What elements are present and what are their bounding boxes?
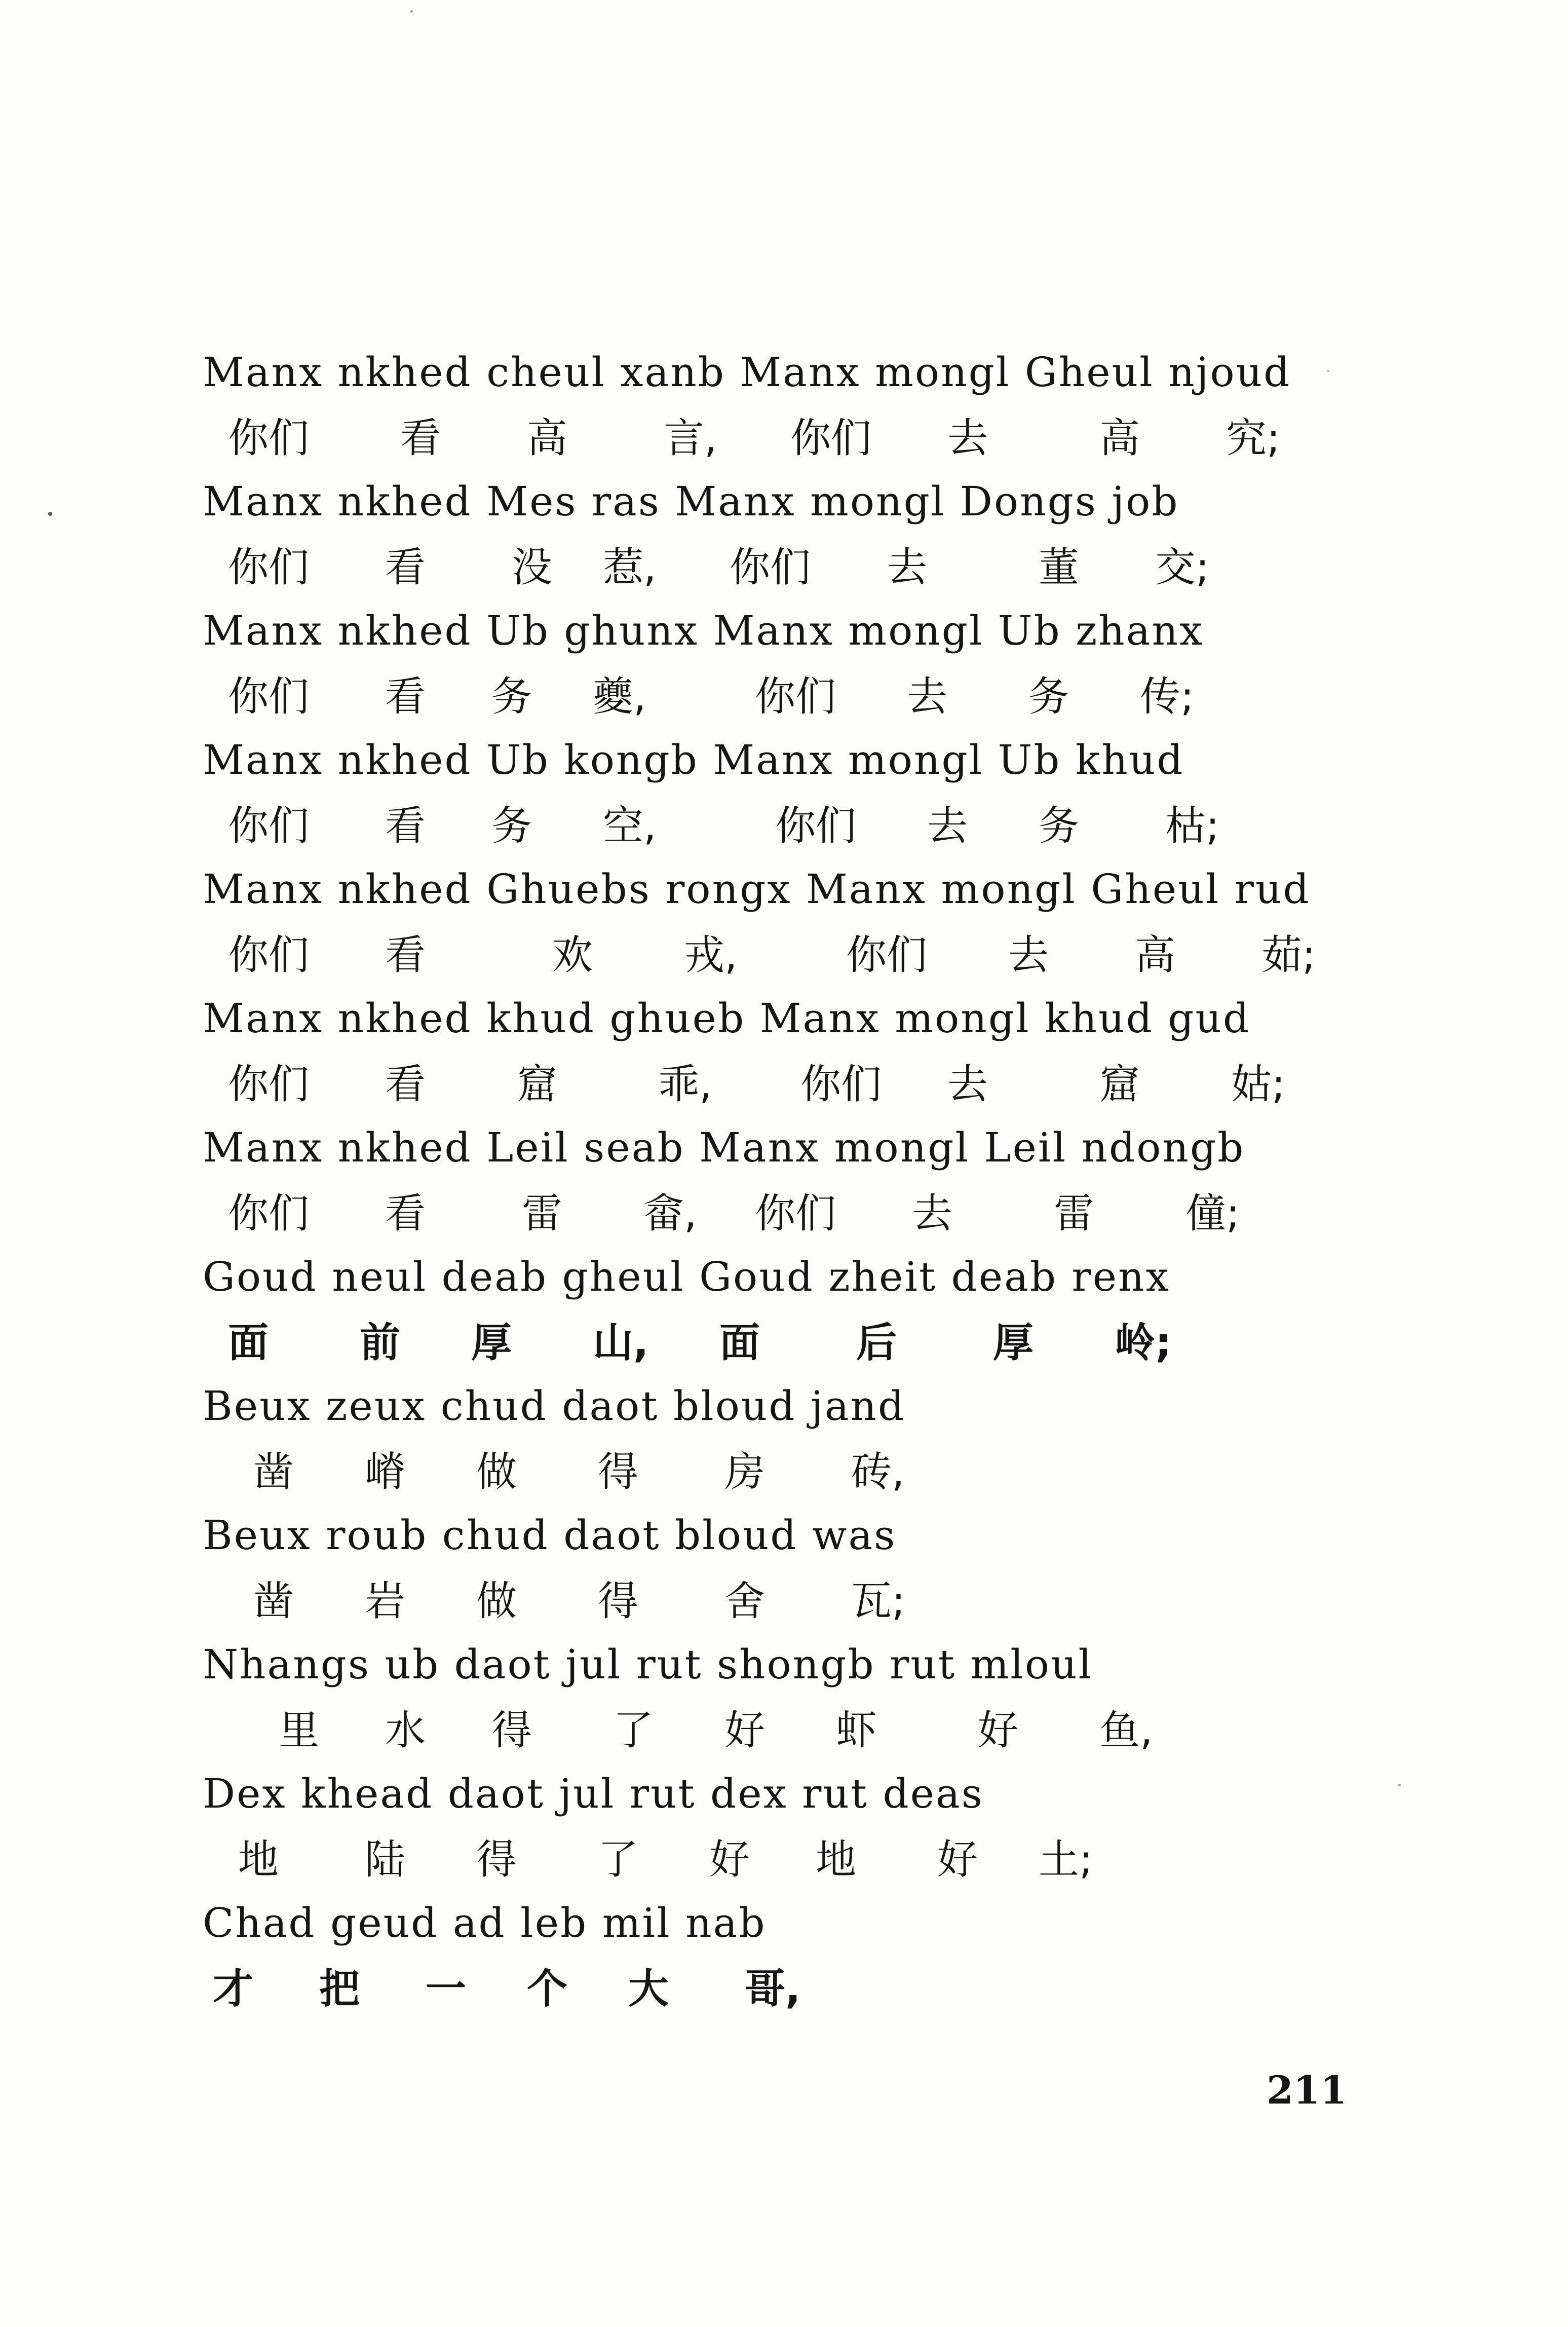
han-word: 你们: [790, 415, 871, 462]
han-word: 了: [613, 1707, 654, 1754]
han-word: 欢: [552, 931, 593, 979]
han-word: 水: [385, 1707, 426, 1754]
han-word: 你们: [755, 673, 836, 720]
han-line-8: [228, 1315, 1343, 1371]
han-word: 窟: [1099, 1061, 1140, 1108]
latin-line-9: Beux zeux chud daot bloud jand: [203, 1382, 906, 1430]
han-word: 看: [385, 1061, 426, 1108]
han-line-3: [228, 669, 1343, 725]
scan-speck: [1327, 370, 1329, 372]
han-word: 看: [400, 415, 441, 462]
han-word: 务: [491, 802, 532, 849]
han-word: 去: [887, 544, 927, 591]
han-word: 鱼,: [1099, 1707, 1153, 1754]
han-word: 戎,: [684, 931, 738, 979]
han-word: 你们: [755, 1190, 836, 1237]
han-word: 务: [491, 673, 532, 720]
han-word: 你们: [228, 673, 309, 720]
han-word: 你们: [228, 802, 309, 849]
han-word: 董: [1039, 544, 1079, 591]
han-line-4: [228, 798, 1343, 854]
han-word: 地: [238, 1836, 279, 1883]
han-line-12: [238, 1832, 1353, 1888]
latin-line-4: Manx nkhed Ub kongb Manx mongl Ub khud: [203, 736, 1184, 783]
latin-line-7: Manx nkhed Leil seab Manx mongl Leil ndongb: [203, 1124, 1245, 1171]
han-word: 枯;: [1165, 802, 1219, 849]
han-word: 砖,: [851, 1448, 905, 1495]
latin-line-2: Manx nkhed Mes ras Manx mongl Dongs job: [203, 478, 1179, 525]
han-word: 好: [978, 1707, 1018, 1754]
han-word: 好: [937, 1836, 978, 1883]
han-word: 你们: [775, 802, 856, 849]
han-word: 传;: [1140, 673, 1194, 720]
han-word: 僮;: [1185, 1190, 1240, 1237]
han-word: 惹,: [603, 544, 657, 591]
han-word: 雷: [522, 1190, 562, 1237]
latin-line-6: Manx nkhed khud ghueb Manx mongl khud gud: [203, 995, 1251, 1042]
han-word: 夔,: [593, 673, 646, 720]
han-word: 凿: [253, 1578, 294, 1625]
latin-line-3: Manx nkhed Ub ghunx Manx mongl Ub zhanx: [203, 607, 1204, 654]
han-line-10: [253, 1573, 1368, 1629]
han-word: 看: [385, 802, 426, 849]
han-word: 高: [1099, 415, 1140, 462]
han-line-13: [213, 1961, 1327, 2017]
scan-speck: [410, 10, 413, 13]
han-word: 后: [856, 1319, 897, 1366]
scan-speck: [48, 512, 52, 516]
latin-line-12: Dex khead daot jul rut dex rut deas: [203, 1770, 984, 1817]
han-word: 去: [947, 415, 988, 462]
han-word: 乖,: [659, 1061, 712, 1108]
han-word: 山,: [593, 1319, 649, 1366]
han-word: 陆: [365, 1836, 405, 1883]
han-word: 把: [319, 1965, 360, 2012]
han-word: 前: [360, 1319, 400, 1366]
han-word: 你们: [228, 931, 309, 979]
han-word: 瓦;: [851, 1578, 905, 1625]
han-word: 一: [426, 1965, 466, 2012]
han-word: 岭;: [1115, 1319, 1171, 1366]
han-word: 舍: [724, 1578, 765, 1625]
han-word: 去: [907, 673, 947, 720]
han-word: 茹;: [1261, 931, 1316, 979]
han-word: 没: [512, 544, 552, 591]
latin-line-5: Manx nkhed Ghuebs rongx Manx mongl Gheul rud: [203, 866, 1311, 913]
han-word: 嵴: [365, 1448, 405, 1495]
han-word: 得: [476, 1836, 517, 1883]
han-word: 空,: [603, 802, 657, 849]
han-word: 了: [598, 1836, 638, 1883]
han-word: 高: [1135, 931, 1175, 979]
han-word: 姑;: [1231, 1061, 1285, 1108]
han-word: 好: [709, 1836, 750, 1883]
han-line-2: [228, 540, 1343, 595]
han-word: 厚: [993, 1319, 1034, 1366]
han-line-6: [228, 1057, 1343, 1112]
han-word: 得: [491, 1707, 532, 1754]
latin-line-11: Nhangs ub daot jul rut shongb rut mloul: [203, 1641, 1093, 1688]
han-word: 看: [385, 673, 426, 720]
han-word: 畲,: [643, 1190, 697, 1237]
scan-speck: [1398, 1784, 1401, 1786]
han-word: 房: [724, 1448, 765, 1495]
han-word: 你们: [846, 931, 927, 979]
han-word: 看: [385, 931, 426, 979]
han-word: 虾: [836, 1707, 876, 1754]
han-word: 得: [598, 1448, 638, 1495]
han-word: 究;: [1226, 415, 1280, 462]
latin-line-1: Manx nkhed cheul xanb Manx mongl Gheul njoud: [203, 349, 1291, 396]
han-word: 你们: [228, 544, 309, 591]
han-word: 好: [724, 1707, 765, 1754]
han-line-11: [279, 1703, 1393, 1758]
han-word: 凿: [253, 1448, 294, 1495]
han-word: 土;: [1039, 1836, 1093, 1883]
han-word: 交;: [1155, 544, 1209, 591]
latin-line-10: Beux roub chud daot bloud was: [203, 1512, 897, 1559]
han-word: 个: [527, 1965, 567, 2012]
han-word: 雷: [1054, 1190, 1094, 1237]
page-number: 211: [1267, 2068, 1347, 2113]
han-word: 务: [1039, 802, 1079, 849]
han-word: 窟: [517, 1061, 557, 1108]
han-word: 去: [947, 1061, 988, 1108]
han-word: 面: [719, 1319, 760, 1366]
han-word: 你们: [228, 1190, 309, 1237]
han-word: 做: [476, 1448, 517, 1495]
han-word: 你们: [800, 1061, 882, 1108]
han-word: 面: [228, 1319, 269, 1366]
han-word: 岩: [365, 1578, 405, 1625]
han-word: 哥,: [745, 1965, 801, 2012]
latin-line-8: Goud neul deab gheul Goud zheit deab renx: [203, 1253, 1170, 1300]
han-word: 去: [912, 1190, 952, 1237]
han-word: 里: [279, 1707, 319, 1754]
han-word: 才: [213, 1965, 253, 2012]
han-line-5: [228, 927, 1343, 983]
han-word: 看: [385, 1190, 426, 1237]
han-word: 地: [816, 1836, 856, 1883]
han-line-9: [253, 1444, 1368, 1500]
latin-line-13: Chad geud ad leb mil nab: [203, 1899, 767, 1946]
han-word: 去: [927, 802, 968, 849]
han-word: 去: [1008, 931, 1049, 979]
han-word: 得: [598, 1578, 638, 1625]
han-word: 高: [527, 415, 567, 462]
han-word: 看: [385, 544, 426, 591]
han-word: 你们: [730, 544, 811, 591]
han-word: 大: [628, 1965, 669, 2012]
han-line-7: [228, 1186, 1343, 1242]
han-word: 务: [1028, 673, 1069, 720]
han-word: 厚: [471, 1319, 512, 1366]
han-word: 做: [476, 1578, 517, 1625]
han-word: 你们: [228, 1061, 309, 1108]
han-word: 你们: [228, 415, 309, 462]
han-line-1: [228, 410, 1343, 466]
han-word: 言,: [664, 415, 717, 462]
